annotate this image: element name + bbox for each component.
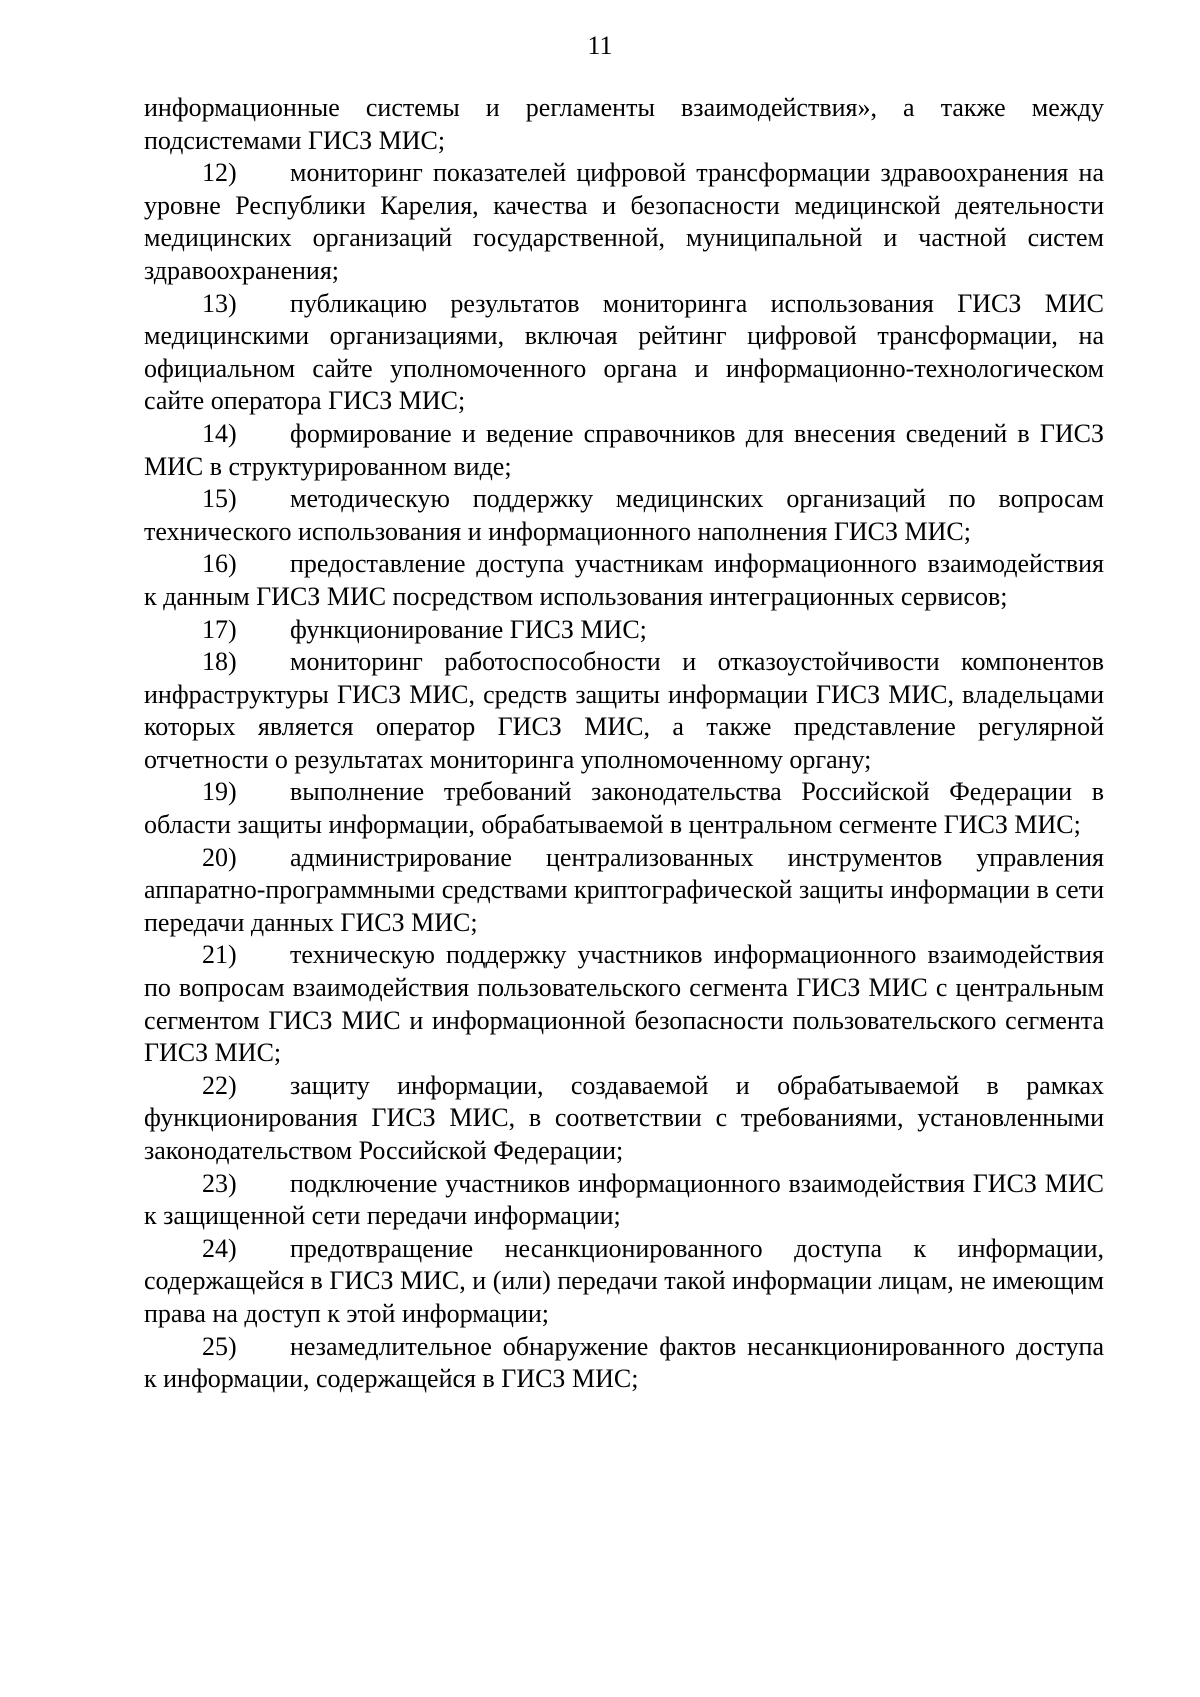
list-item [144,1233,1104,1331]
list-item [144,1331,1104,1396]
list-item [144,614,1104,647]
page-number: 11 [587,31,613,60]
item-text: незамедлительное обнаружение фактов несанкционированного доступа к информации, содержащейся в ГИСЗ МИС; [144,1331,1104,1394]
item-text: функционирование ГИСЗ МИС; [290,614,647,644]
list-item [144,157,1104,287]
item-number: 18) [202,647,237,677]
item-number: 17) [202,614,237,644]
list-item [144,842,1104,940]
item-text: предоставление доступа участникам информационного взаимодействия к данным ГИСЗ МИС посредством использования интеграционных сервисов; [144,549,1104,611]
item-text: предотвращение несанкционированного доступа к информации, содержащейся в ГИСЗ МИС, и (или) передачи такой информации лицам, не имеющим права на доступ к этой информации; [144,1233,1104,1328]
list-item [144,418,1104,483]
item-number: 19) [202,777,237,807]
list-item [144,483,1104,548]
item-text: публикацию результатов мониторинга использования ГИСЗ МИС медицинскими организациями, включая рейтинг цифровой трансформации, на официальном сайте уполномоченного органа и информационно-технологическом сайте оператора ГИСЗ МИС; [144,288,1104,416]
list-item [144,1070,1104,1168]
item-text: подключение участников информационного взаимодействия ГИСЗ МИС к защищенной сети передачи информации; [144,1168,1104,1231]
item-text: методическую поддержку медицинских организаций по вопросам технического использования и информационного наполнения ГИСЗ МИС; [144,484,1104,546]
item-text: выполнение требований законодательства Российской Федерации в области защиты информации, обрабатываемой в центральном сегменте ГИСЗ МИС; [144,777,1104,840]
document-body [144,92,1104,1396]
item-text: защиту информации, создаваемой и обрабатываемой в рамках функционирования ГИСЗ МИС, в соответствии с требованиями, установленными законодательством Российской Федерации; [144,1070,1104,1165]
item-number: 25) [202,1331,237,1361]
item-number: 15) [202,484,237,514]
item-number: 13) [202,288,237,318]
item-number: 21) [202,940,237,970]
item-text: техническую поддержку участников информационного взаимодействия по вопросам взаимодействия пользовательского сегмента ГИСЗ МИС с центральным сегментом ГИСЗ МИС и информационной безопасности пользовательского сегмента ГИСЗ МИС; [144,940,1104,1068]
item-text: мониторинг показателей цифровой трансформации здравоохранения на уровне Республики Карелия, качества и безопасности медицинской деятельности медицинских организаций государственной, муниципальной и частной систем здравоохранения; [144,158,1104,285]
list-item [144,548,1104,613]
item-text: мониторинг работоспособности и отказоустойчивости компонентов инфраструктуры ГИСЗ МИС, средств защиты информации ГИСЗ МИС, владельцами которых является оператор ГИСЗ МИС, а также представление регулярной отчетности о результатах мониторинга уполномоченному органу; [144,647,1104,774]
list-item [144,939,1104,1069]
list-item [144,776,1104,841]
item-number: 14) [202,418,237,448]
list-item [144,646,1104,776]
list-item [144,1168,1104,1233]
list-item [144,288,1104,418]
item-number: 12) [202,158,237,188]
item-number: 24) [202,1233,237,1263]
item-number: 22) [202,1070,237,1100]
item-text: формирование и ведение справочников для внесения сведений в ГИСЗ МИС в структурированном виде; [144,418,1104,481]
item-text: администрирование централизованных инструментов управления аппаратно-программными средствами криптографической защиты информации в сети передачи данных ГИСЗ МИС; [144,842,1104,937]
item-number: 23) [202,1168,237,1198]
continuation-paragraph: информационные системы и регламенты взаимодействия», а также между подсистемами ГИСЗ МИС; [144,93,1104,155]
item-number: 16) [202,549,237,579]
item-number: 20) [202,842,237,872]
